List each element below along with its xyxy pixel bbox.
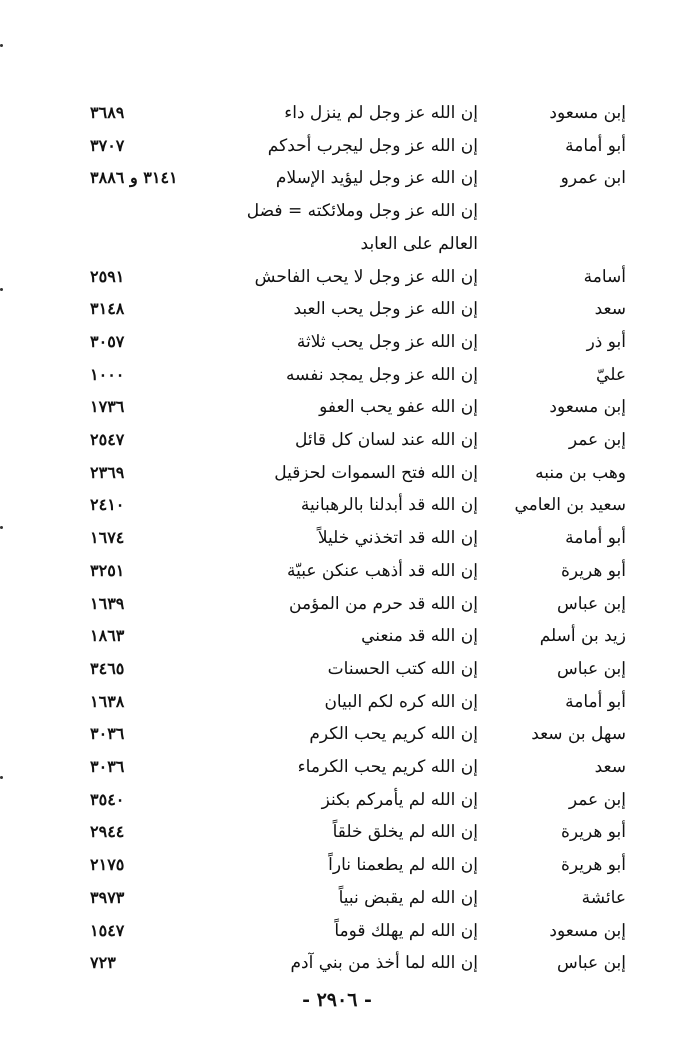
reference-number: ٢٣٦٩	[90, 462, 125, 482]
hadith-text: العالم على العابد	[360, 233, 478, 254]
narrator-name: ابن عمرو	[560, 168, 626, 189]
hadith-text: إن الله لم يطعمنا ناراً	[328, 855, 478, 876]
hadith-text: إن الله عز وجل يمجد نفسه	[285, 364, 478, 385]
reference-number: ٣١٤٨	[90, 299, 125, 319]
table-row	[0, 359, 674, 391]
table-row	[0, 588, 674, 620]
narrator-name: أبو هريرة	[560, 822, 626, 843]
narrator-name: إبن مسعود	[549, 920, 626, 941]
hadith-text: إن الله قد اتخذني خليلاً	[317, 528, 478, 549]
reference-number: ٢٩٤٤	[90, 822, 125, 842]
hadith-text: إن الله عز وجل ليجرب أحدكم	[267, 135, 478, 156]
narrator-name: إبن مسعود	[549, 103, 626, 123]
hadith-text: إن الله فتح السموات لحزقيل	[274, 462, 478, 483]
narrator-name: أبو ذر	[586, 331, 626, 352]
table-row	[0, 555, 674, 587]
reference-number: ٢٤١٠	[90, 495, 125, 515]
table-row	[0, 293, 674, 325]
table-row	[0, 391, 674, 423]
table-row	[0, 882, 674, 914]
reference-number: ٣٧٠٧	[90, 135, 125, 155]
reference-number: ١٠٠٠	[90, 364, 125, 384]
table-row	[0, 816, 674, 848]
reference-number: ١٥٤٧	[90, 920, 125, 940]
table-row	[0, 489, 674, 521]
table-row	[0, 751, 674, 783]
table-row	[0, 915, 674, 947]
hadith-text: إن الله لم يخلق خلقاً	[332, 822, 478, 843]
reference-number: ٣٢٥١	[90, 560, 125, 580]
reference-number: ٣٠٣٦	[90, 757, 125, 776]
reference-number: ٣٥٤٠	[90, 789, 125, 809]
table-row	[0, 261, 674, 293]
hadith-text: إن الله قد حرم من المؤمن	[289, 593, 478, 614]
hadith-text: إن الله عز وجل يحب ثلاثة	[296, 331, 478, 352]
hadith-text: إن الله عز وجل يحب العبد	[293, 299, 478, 320]
hadith-text: إن الله لم يهلك قوماً	[334, 920, 478, 941]
reference-number: ٢٥٤٧	[90, 430, 125, 449]
table-row	[0, 653, 674, 685]
narrator-name: وهب بن منبه	[535, 462, 626, 483]
hadith-text: إن الله كره لكم البيان	[324, 691, 478, 712]
hadith-text: إن الله كتب الحسنات	[327, 658, 478, 679]
narrator-name: سعيد بن العامي	[514, 495, 626, 516]
margin-mark	[0, 288, 3, 291]
narrator-name: أبو هريرة	[560, 855, 626, 876]
margin-mark	[0, 44, 3, 47]
narrator-name: إبن عباس	[556, 658, 626, 679]
reference-number: ١٦٧٤	[90, 528, 125, 548]
table-row	[0, 784, 674, 816]
narrator-name: إبن عمر	[568, 789, 626, 810]
narrator-name: أبو أمامة	[565, 528, 626, 549]
reference-number: ٢١٧٥	[90, 855, 125, 875]
hadith-text: إن الله عفو يحب العفو	[319, 397, 478, 418]
narrator-name: إبن عمر	[568, 430, 626, 450]
narrator-name: إبن عباس	[556, 593, 626, 614]
hadith-text: إن الله لما أخذ من بني آدم	[290, 953, 478, 974]
page-number: - ٢٩٠٦ -	[302, 989, 372, 1011]
table-row	[0, 326, 674, 358]
table-row	[0, 718, 674, 750]
hadith-text: إن الله عز وجل لا يحب الفاحش	[254, 266, 478, 287]
reference-number: ٣١٤١ و ٣٨٨٦	[90, 168, 178, 188]
reference-number: ١٦٣٨	[90, 691, 125, 711]
hadith-text: إن الله لم يقبض نبياً	[338, 887, 478, 908]
reference-number: ٣٠٣٦	[90, 724, 125, 744]
hadith-text: إن الله عز وجل لم ينزل داء	[284, 103, 478, 123]
hadith-text: إن الله عند لسان كل قائل	[295, 430, 478, 450]
narrator-name: إبن عباس	[556, 953, 626, 974]
narrator-name: أسامة	[583, 266, 626, 287]
hadith-text: إن الله قد منعني	[361, 626, 478, 647]
narrator-name: سهل بن سعد	[531, 724, 626, 745]
hadith-text: إن الله عز وجل ليؤيد الإسلام	[275, 168, 478, 189]
narrator-name: أبو أمامة	[565, 691, 626, 712]
hadith-text: إن الله عز وجل وملائكته = فضل	[246, 201, 478, 222]
hadith-text: إن الله قد أبدلنا بالرهبانية	[300, 495, 478, 516]
reference-number: ٣٤٦٥	[90, 658, 125, 678]
reference-number: ٧٢٣	[90, 953, 116, 973]
narrator-name: سعد	[594, 757, 626, 777]
reference-number: ٣٩٧٣	[90, 887, 125, 907]
narrator-name: سعد	[594, 299, 626, 320]
reference-number: ١٧٣٦	[90, 397, 125, 417]
table-row	[0, 424, 674, 456]
table-row	[0, 522, 674, 554]
table-row	[0, 620, 674, 652]
narrator-name: عائشة	[581, 887, 626, 908]
hadith-text: إن الله قد أذهب عنكن عبيّة	[287, 560, 478, 581]
table-row	[0, 130, 674, 162]
hadith-text: إن الله كريم يحب الكرماء	[297, 757, 478, 777]
margin-mark	[0, 526, 3, 529]
table-row	[0, 457, 674, 489]
margin-mark	[0, 776, 3, 779]
table-row	[0, 162, 674, 194]
table-row	[0, 97, 674, 129]
narrator-name: إبن مسعود	[549, 397, 626, 418]
table-row	[0, 228, 674, 260]
reference-number: ٣٠٥٧	[90, 331, 125, 351]
reference-number: ٣٦٨٩	[90, 103, 125, 122]
table-row	[0, 849, 674, 881]
narrator-name: أبو هريرة	[560, 560, 626, 581]
reference-number: ١٨٦٣	[90, 626, 125, 646]
reference-number: ٢٥٩١	[90, 266, 125, 286]
table-row	[0, 686, 674, 718]
narrator-name: زيد بن أسلم	[539, 626, 626, 647]
hadith-text: إن الله كريم يحب الكرم	[309, 724, 478, 745]
table-row	[0, 947, 674, 979]
hadith-text: إن الله لم يأمركم بكنز	[321, 789, 478, 810]
reference-number: ١٦٣٩	[90, 593, 125, 613]
table-row	[0, 195, 674, 227]
narrator-name: عليّ	[596, 364, 626, 385]
narrator-name: أبو أمامة	[565, 135, 626, 156]
